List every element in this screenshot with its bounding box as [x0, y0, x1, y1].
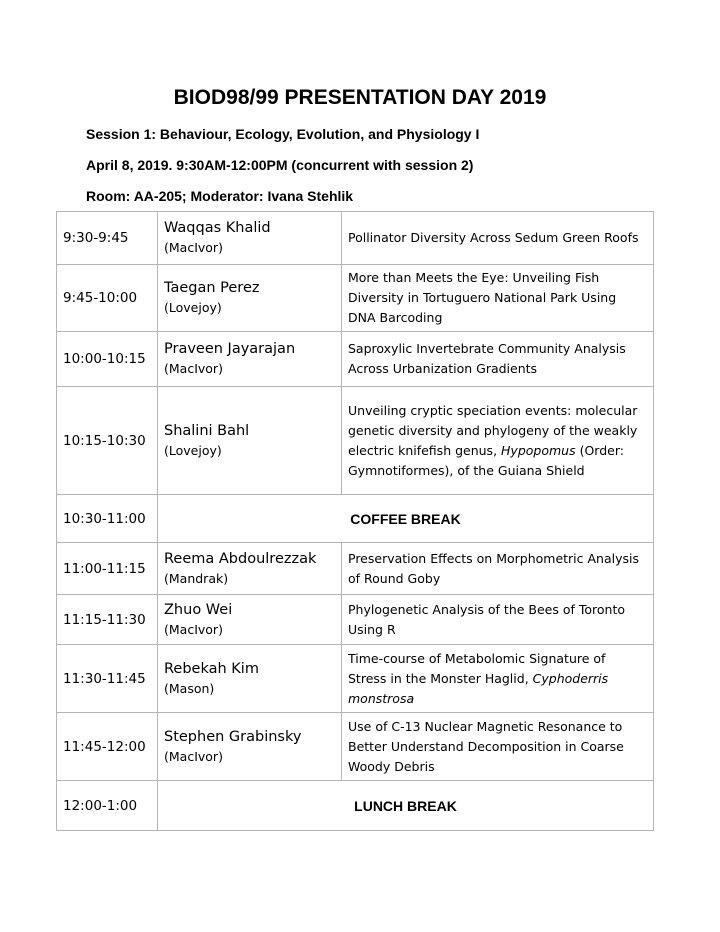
time-cell: 11:30-11:45: [57, 645, 158, 713]
presenter-cell: [158, 332, 342, 387]
time-cell: 11:45-12:00: [57, 713, 158, 781]
time-cell: 10:15-10:30: [57, 387, 158, 495]
supervisor-name: (Mason): [164, 680, 215, 696]
table-row: [57, 387, 654, 495]
supervisor-name: (MacIvor): [164, 240, 223, 255]
table-row: [57, 543, 654, 595]
date-line: April 8, 2019. 9:30AM-12:00PM (concurrent with session 2): [86, 157, 474, 173]
presenter-name: Rebekah Kim: [164, 660, 259, 677]
time-cell: 9:30-9:45: [57, 212, 158, 265]
supervisor-name: (MacIvor): [164, 621, 223, 637]
talk-title: [342, 645, 654, 713]
presenter-name: Waqqas Khalid: [164, 220, 271, 236]
table-row: [57, 265, 654, 332]
table-row: [57, 332, 654, 387]
talk-title: [342, 387, 654, 495]
lunch-break-label: LUNCH BREAK: [158, 781, 654, 831]
session-line: Session 1: Behaviour, Ecology, Evolution, and Physiology I: [86, 126, 480, 142]
table-row: [57, 495, 654, 543]
supervisor-name: (MacIvor): [164, 748, 223, 764]
presenter-cell: [158, 212, 342, 265]
talk-title: Phylogenetic Analysis of the Bees of Toronto Using R: [342, 595, 654, 645]
schedule-table: [56, 211, 654, 831]
table-row: [57, 595, 654, 645]
coffee-break-label: COFFEE BREAK: [158, 495, 654, 543]
presenter-name: Praveen Jayarajan: [164, 341, 296, 357]
presenter-name: Stephen Grabinsky: [164, 728, 302, 745]
talk-title: Pollinator Diversity Across Sedum Green Roofs: [342, 212, 654, 265]
presenter-name: Shalini Bahl: [164, 422, 250, 439]
presenter-cell: [158, 265, 342, 332]
presenter-cell: [158, 645, 342, 713]
talk-title-part: Time-course of Metabolomic Signature of Stress in the Monster Haglid,: [348, 650, 606, 686]
talk-title: Preservation Effects on Morphometric Analysis of Round Goby: [342, 543, 654, 595]
talk-title: Saproxylic Invertebrate Community Analysis Across Urbanization Gradients: [342, 332, 654, 387]
presenter-cell: [158, 543, 342, 595]
page-title: BIOD98/99 PRESENTATION DAY 2019: [173, 86, 547, 109]
presenter-cell: [158, 713, 342, 781]
time-cell: 9:45-10:00: [57, 265, 158, 332]
table-row: [57, 713, 654, 781]
presenter-name: Taegan Perez: [164, 280, 260, 296]
time-cell: 11:15-11:30: [57, 595, 158, 645]
table-row: [57, 212, 654, 265]
talk-title: More than Meets the Eye: Unveiling Fish Diversity in Tortuguero National Park Using DNA Barcoding: [342, 265, 654, 332]
room-line: Room: AA-205; Moderator: Ivana Stehlik: [86, 188, 354, 204]
table-row: [57, 781, 654, 831]
talk-title-italic: Cyphoderris monstrosa: [348, 670, 609, 706]
supervisor-name: (Mandrak): [164, 570, 229, 586]
table-row: [57, 645, 654, 713]
supervisor-name: (Lovejoy): [164, 300, 222, 315]
time-cell: 11:00-11:15: [57, 543, 158, 595]
presenter-name: Zhuo Wei: [164, 601, 233, 618]
presenter-cell: [158, 595, 342, 645]
supervisor-name: (MacIvor): [164, 361, 223, 376]
time-cell: 12:00-1:00: [57, 781, 158, 831]
talk-title-italic: Hypopomus: [501, 442, 576, 458]
presenter-cell: [158, 387, 342, 495]
talk-title: Use of C-13 Nuclear Magnetic Resonance to Better Understand Decomposition in Coarse Woody Debris: [342, 713, 654, 781]
time-cell: 10:30-11:00: [57, 495, 158, 543]
presenter-name: Reema Abdoulrezzak: [164, 550, 317, 567]
talk-title-part: Unveiling cryptic speciation events: molecular genetic diversity and phylogeny of the weakly electric knifefish genus,: [348, 402, 638, 458]
time-cell: 10:00-10:15: [57, 332, 158, 387]
supervisor-name: (Lovejoy): [164, 442, 222, 458]
talk-title-part: (Order: Gymnotiformes), of the Guiana Shield: [348, 442, 624, 478]
